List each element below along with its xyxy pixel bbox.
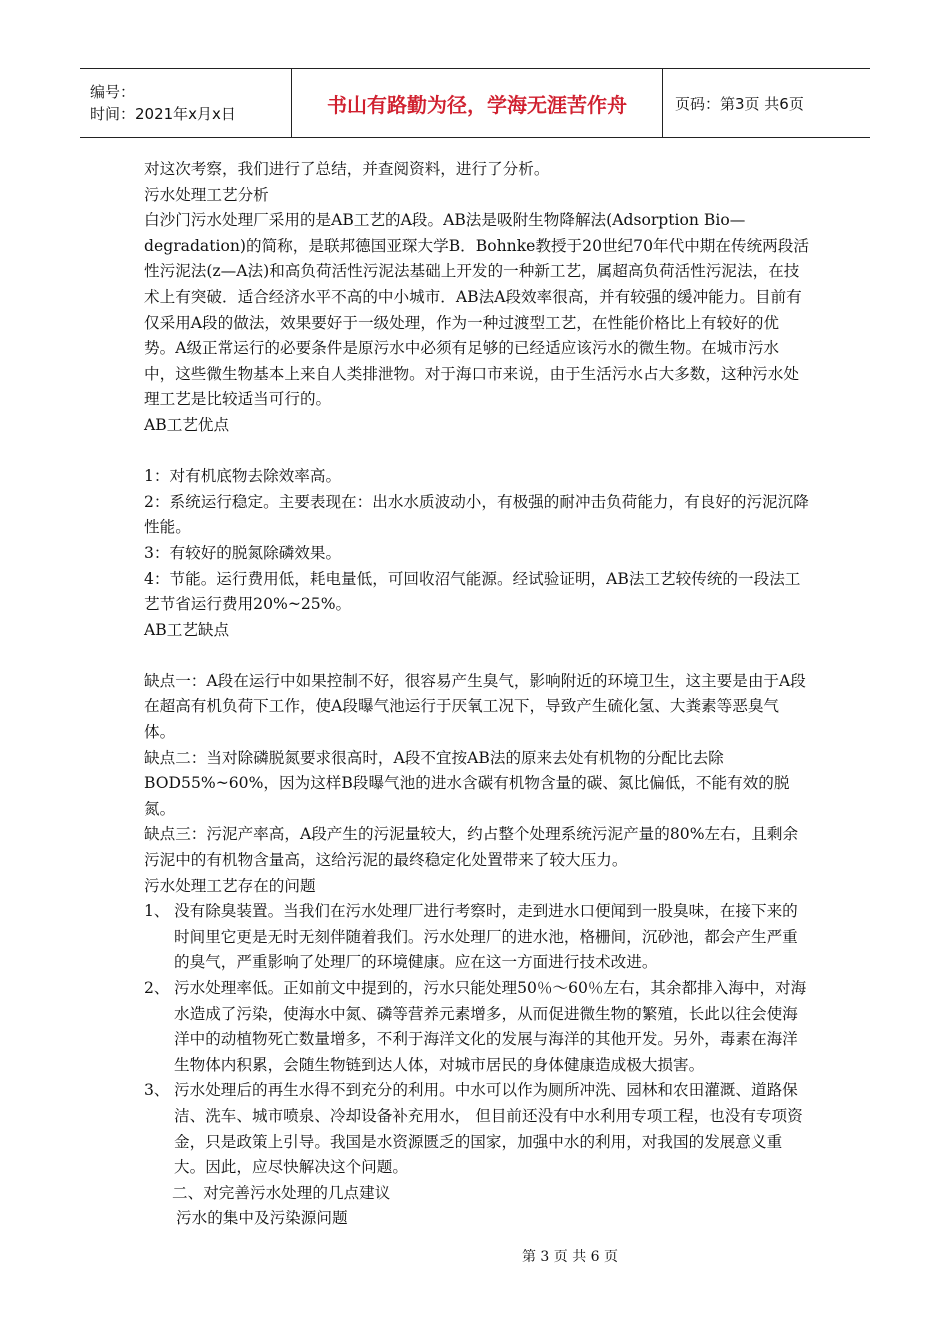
document-time-label: 时间：2021年x月x日 <box>90 105 236 123</box>
page-footer: 第 3 页 共 6 页 <box>521 1249 619 1265</box>
section-heading-problems: 污水处理工艺存在的问题 <box>144 876 316 895</box>
list-item <box>144 899 809 976</box>
disadvantage-item: 缺点二：当对除磷脱氮要求很高时，A段不宜按AB法的原来去处有机物的分配比去除BOD55%~60%，因为这样B段曝气池的进水含碳有机物含量的碳、氮比偏低，不能有效的脱氮。 <box>144 748 790 818</box>
list-item-text: 污水处理率低。正如前文中提到的，污水只能处理50％～60％左右，其余都排入海中，对海水造成了污染，使海水中氮、磷等营养元素增多，从而促进微生物的繁殖，长此以往会使海洋中的动植物死亡数量增多，不利于海洋文化的发展与海洋的其他开发。另外，毒素在海洋生物体内积累，会随生物链到达人体，对城市居民的身体健康造成极大损害。 <box>174 979 807 1074</box>
document-number-label: 编号： <box>90 83 136 101</box>
disadvantage-item: 缺点一：A段在运行中如果控制不好，很容易产生臭气，影响附近的环境卫生，这主要是由于A段在超高有机负荷下工作，使A段曝气池运行于厌氧工况下，导致产生硫化氢、大粪素等恶臭气体。 <box>144 671 806 742</box>
section-heading-suggestions: 二、对完善污水处理的几点建议 <box>172 1183 391 1202</box>
analysis-paragraph: 白沙门污水处理厂采用的是AB工艺的A段。AB法是吸附生物降解法(Adsorption Bio—degradation)的简称，是联邦德国亚琛大学B．Bohnke教授于20世纪70年代中期在传统两段活性污泥法(z—A法)和高负荷活性污泥法基础上开发的一种新工艺，属超高负荷活性污泥法，在技术上有突破．适合经济水平不高的中小城市．AB法A段效率很高，并有较强的缓冲能力。目前有仅采用A段的做法，效果要好于一级处理，作为一种过渡型工艺，在性能价格比上有较好的优势。A级正常运行的必要条件是原污水中必须有足够的已经适应该污水的微生物。在城市污水中，这些微生物基本上来自人类排泄物。对于海口市来说，由于生活污水占大多数，这种污水处理工艺是比较适当可行的。 <box>144 211 809 409</box>
spacer <box>144 439 809 465</box>
section-heading-disadvantages: AB工艺缺点 <box>144 620 230 639</box>
list-item <box>144 1078 809 1180</box>
list-item-text: 污水处理后的再生水得不到充分的利用。中水可以作为厕所冲洗、园林和农田灌溉、道路保洁、洗车、城市喷泉、冷却设备补充用水， 但目前还没有中水利用专项工程，也没有专项资金，只是政策上引导。我国是水资源匮乏的国家，加强中水的利用，对我国的发展意义重大。因此，应尽快解决这个问题。 <box>174 1081 803 1177</box>
advantage-item: 1：对有机底物去除效率高。 <box>144 467 342 486</box>
section-heading-analysis: 污水处理工艺分析 <box>144 185 269 204</box>
list-item-number: 2、 <box>144 979 170 997</box>
disadvantage-item: 缺点三：污泥产率高，A段产生的污泥量较大，约占整个处理系统污泥产量的80%左右，且剩余污泥中的有机物含量高，这给污泥的最终稳定化处置带来了较大压力。 <box>144 825 799 870</box>
intro-paragraph: 对这次考察，我们进行了总结，并查阅资料，进行了分析。 <box>144 160 550 178</box>
problems-list <box>144 899 809 1181</box>
advantage-item: 2：系统运行稳定。主要表现在：出水水质波动小，有极强的耐冲击负荷能力，有良好的污泥沉降性能。 <box>144 492 809 537</box>
list-item-text: 没有除臭装置。当我们在污水处理厂进行考察时，走到进水口便闻到一股臭味，在接下来的时间里它更是无时无刻伴随着我们。污水处理厂的进水池，格栅间，沉砂池，都会产生严重的臭气，严重影响了处理厂的环境健康。应在这一方面进行技术改进。 <box>174 902 798 972</box>
advantage-item: 4：节能。运行费用低，耗电量低，可回收沼气能源。经试验证明，AB法工艺较传统的一段法工艺节省运行费用20%~25%。 <box>144 569 801 614</box>
list-item-number: 1、 <box>144 902 170 921</box>
document-body <box>144 157 809 1232</box>
advantage-item: 3：有较好的脱氮除磷效果。 <box>144 543 342 562</box>
header-page-label: 页码：第3页 共6页 <box>675 94 804 113</box>
subsection-heading-collection: 污水的集中及污染源问题 <box>176 1209 348 1228</box>
section-heading-advantages: AB工艺优点 <box>144 415 230 434</box>
list-item <box>144 976 809 1078</box>
spacer <box>144 643 809 669</box>
list-item-number: 3、 <box>144 1081 170 1100</box>
page-header <box>80 68 870 138</box>
header-meta <box>80 69 292 137</box>
header-motto: 书山有路勤为径，学海无涯苦作舟 <box>292 69 663 137</box>
